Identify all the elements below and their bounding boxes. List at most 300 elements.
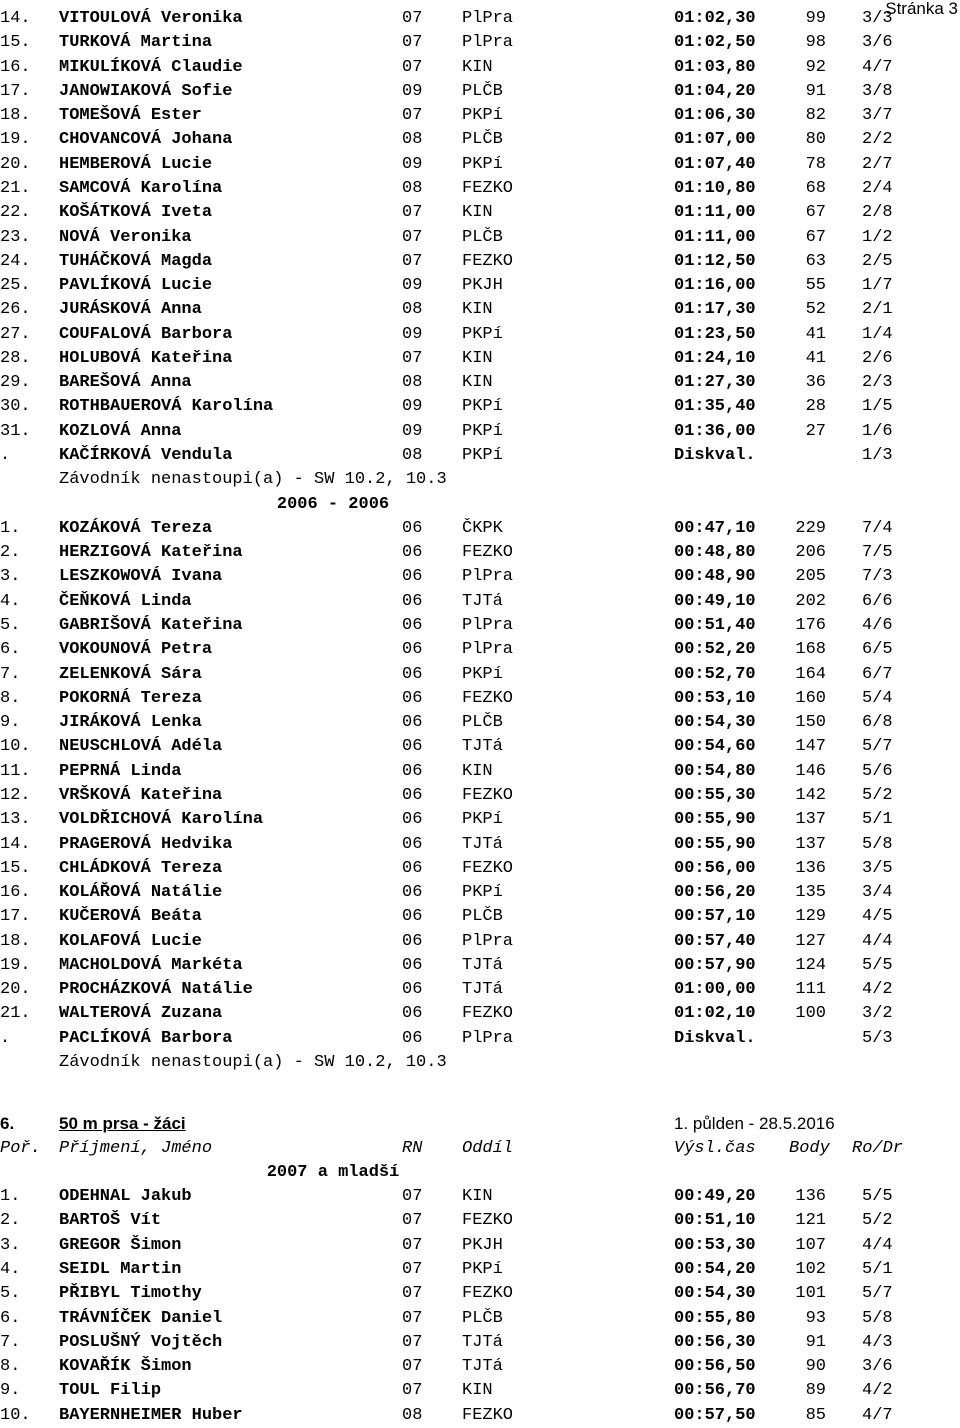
club-cell: TJTá <box>462 980 503 1000</box>
dns-note: Závodník nenastoupi(a) - SW 10.2, 10.3 <box>59 470 447 490</box>
points-cell: 101 <box>795 1284 826 1304</box>
swimmer-name: SEIDL Martin <box>59 1260 182 1279</box>
birth-year-cell: 06 <box>402 810 423 830</box>
points-cell: 93 <box>805 1308 826 1328</box>
club-cell: PKPí <box>462 106 503 126</box>
birth-year-cell: 08 <box>402 446 423 466</box>
heat-lane-cell: 5/7 <box>862 1284 893 1304</box>
rank-cell: 10. <box>0 1405 31 1425</box>
rank-cell: 6. <box>0 640 21 660</box>
swimmer-name: TUHÁČKOVÁ Magda <box>59 251 213 271</box>
heat-lane-cell: 5/1 <box>862 1260 893 1279</box>
header-club: Oddíl <box>462 1138 514 1158</box>
rank-cell: 17. <box>0 907 31 927</box>
birth-year-cell: 08 <box>402 1405 423 1425</box>
swimmer-name: VRŠKOVÁ Kateřina <box>59 785 223 805</box>
club-cell: PKPí <box>462 154 503 174</box>
result-row <box>0 177 960 201</box>
result-row <box>0 1234 960 1258</box>
club-cell: FEZKO <box>462 251 514 271</box>
time-cell: 00:54,80 <box>674 761 756 781</box>
time-cell: 00:56,30 <box>674 1332 756 1352</box>
result-row <box>0 128 960 152</box>
time-cell: 01:03,80 <box>674 57 756 77</box>
swimmer-name: VOLDŘICHOVÁ Karolína <box>59 810 264 830</box>
points-cell: 85 <box>805 1405 826 1425</box>
club-cell: KIN <box>462 300 493 320</box>
time-cell: 01:11,00 <box>674 227 756 247</box>
points-cell: 82 <box>805 106 826 126</box>
header-time: Výsl.čas <box>674 1138 756 1158</box>
header-points: Body <box>789 1138 830 1158</box>
club-cell: FEZKO <box>462 688 514 708</box>
header-rank: Poř. <box>0 1138 41 1158</box>
birth-year-cell: 07 <box>402 9 423 28</box>
swimmer-name: ČEŇKOVÁ Linda <box>59 591 192 611</box>
birth-year-cell: 06 <box>402 955 423 975</box>
swimmer-name: NOVÁ Veronika <box>59 227 192 247</box>
heat-lane-cell: 5/1 <box>862 810 893 830</box>
result-row <box>0 7 960 31</box>
club-cell: PLČB <box>462 907 503 927</box>
club-cell: KIN <box>462 1187 493 1207</box>
birth-year-cell: 07 <box>402 33 423 53</box>
points-cell: 41 <box>805 348 826 368</box>
swimmer-name: MACHOLDOVÁ Markéta <box>59 955 243 975</box>
points-cell: 27 <box>805 421 826 441</box>
points-cell: 55 <box>805 276 826 296</box>
heat-lane-cell: 5/8 <box>862 834 893 854</box>
rank-cell: 3. <box>0 567 21 587</box>
swimmer-name: KOLAFOVÁ Lucie <box>59 931 202 951</box>
swimmer-name: GABRIŠOVÁ Kateřina <box>59 616 243 635</box>
time-cell: Diskval. <box>674 1028 756 1048</box>
time-cell: 01:12,50 <box>674 251 756 271</box>
birth-year-cell: 08 <box>402 130 423 150</box>
club-cell: PKPí <box>462 883 503 903</box>
rank-cell: 19. <box>0 130 31 150</box>
time-cell: 01:04,20 <box>674 81 756 101</box>
club-cell: PlPra <box>462 616 514 635</box>
points-cell: 91 <box>805 1332 826 1352</box>
club-cell: PKPí <box>462 397 503 417</box>
birth-year-cell: 06 <box>402 1004 423 1024</box>
swimmer-name: LESZKOWOVÁ Ivana <box>59 567 223 587</box>
club-cell: PKJH <box>462 1235 503 1255</box>
rank-cell: . <box>0 1028 11 1048</box>
time-cell: 01:00,00 <box>674 980 756 1000</box>
club-cell: PlPra <box>462 1028 514 1048</box>
club-cell: KIN <box>462 1381 493 1401</box>
time-cell: 00:52,70 <box>674 664 756 684</box>
club-cell: TJTá <box>462 834 503 854</box>
result-row <box>0 153 960 177</box>
club-cell: FEZKO <box>462 543 514 563</box>
event-title: 50 m prsa - žáci <box>59 1114 186 1134</box>
result-row <box>0 56 960 80</box>
club-cell: TJTá <box>462 591 503 611</box>
points-cell: 41 <box>805 324 826 344</box>
rank-cell: 16. <box>0 883 31 903</box>
time-cell: 00:53,30 <box>674 1235 756 1255</box>
rank-cell: 3. <box>0 1235 21 1255</box>
birth-year-cell: 06 <box>402 834 423 854</box>
birth-year-cell: 06 <box>402 737 423 757</box>
heat-lane-cell: 3/6 <box>862 1357 893 1377</box>
birth-year-cell: 08 <box>402 373 423 393</box>
rank-cell: 29. <box>0 373 31 393</box>
birth-year-cell: 07 <box>402 57 423 77</box>
birth-year-cell: 08 <box>402 300 423 320</box>
club-cell: PlPra <box>462 9 514 28</box>
heat-lane-cell: 4/2 <box>862 1381 893 1401</box>
swimmer-name: PRAGEROVÁ Hedvika <box>59 834 233 854</box>
points-cell: 68 <box>805 178 826 198</box>
swimmer-name: KOZLOVÁ Anna <box>59 421 182 441</box>
rank-cell: 11. <box>0 761 31 781</box>
result-row <box>0 226 960 250</box>
result-row <box>0 1404 960 1428</box>
heat-lane-cell: 2/3 <box>862 373 893 393</box>
birth-year-cell: 07 <box>402 1260 423 1279</box>
swimmer-name: VOKOUNOVÁ Petra <box>59 640 213 660</box>
heat-lane-cell: 1/4 <box>862 324 893 344</box>
club-cell: TJTá <box>462 737 503 757</box>
points-cell: 80 <box>805 130 826 150</box>
club-cell: PKPí <box>462 810 503 830</box>
club-cell: FEZKO <box>462 1405 514 1425</box>
result-row <box>0 80 960 104</box>
swimmer-name: PŘIBYL Timothy <box>59 1284 202 1304</box>
heat-lane-cell: 3/3 <box>862 9 893 28</box>
result-row <box>0 444 960 468</box>
time-cell: 00:56,70 <box>674 1381 756 1401</box>
birth-year-cell: 06 <box>402 591 423 611</box>
heat-lane-cell: 2/8 <box>862 203 893 223</box>
time-cell: 00:55,30 <box>674 785 756 805</box>
rank-cell: 21. <box>0 1004 31 1024</box>
swimmer-name: NEUSCHLOVÁ Adéla <box>59 737 223 757</box>
club-cell: PKPí <box>462 421 503 441</box>
time-cell: 01:36,00 <box>674 421 756 441</box>
rank-cell: 15. <box>0 33 31 53</box>
heat-lane-cell: 1/2 <box>862 227 893 247</box>
heat-lane-cell: 7/5 <box>862 543 893 563</box>
swimmer-name: PROCHÁZKOVÁ Natálie <box>59 980 253 1000</box>
result-row <box>0 1002 960 1026</box>
heat-lane-cell: 5/2 <box>862 785 893 805</box>
heat-lane-cell: 4/4 <box>862 931 893 951</box>
birth-year-cell: 07 <box>402 251 423 271</box>
age-group-title: 2006 - 2006 <box>276 494 390 514</box>
birth-year-cell: 06 <box>402 688 423 708</box>
heat-lane-cell: 4/7 <box>862 1405 893 1425</box>
rank-cell: 7. <box>0 1332 21 1352</box>
club-cell: KIN <box>462 373 493 393</box>
club-cell: PKPí <box>462 1260 503 1279</box>
heat-lane-cell: 2/7 <box>862 154 893 174</box>
result-row <box>0 905 960 929</box>
birth-year-cell: 07 <box>402 1235 423 1255</box>
swimmer-name: ROTHBAUEROVÁ Karolína <box>59 397 274 417</box>
swimmer-name: BAYERNHEIMER Huber <box>59 1405 243 1425</box>
heat-lane-cell: 7/3 <box>862 567 893 587</box>
points-cell: 206 <box>795 543 826 563</box>
birth-year-cell: 07 <box>402 1332 423 1352</box>
time-cell: 00:54,30 <box>674 1284 756 1304</box>
result-row <box>0 347 960 371</box>
swimmer-name: HEMBEROVÁ Lucie <box>59 154 213 174</box>
rank-cell: 20. <box>0 154 31 174</box>
points-cell: 67 <box>805 227 826 247</box>
club-cell: PlPra <box>462 640 514 660</box>
heat-lane-cell: 3/6 <box>862 33 893 53</box>
swimmer-name: TURKOVÁ Martina <box>59 33 213 53</box>
rank-cell: 1. <box>0 1187 21 1207</box>
swimmer-name: POSLUŠNÝ Vojtěch <box>59 1332 223 1352</box>
points-cell: 90 <box>805 1357 826 1377</box>
swimmer-name: JANOWIAKOVÁ Sofie <box>59 81 233 101</box>
club-cell: KIN <box>462 203 493 223</box>
swimmer-name: SAMCOVÁ Karolína <box>59 178 223 198</box>
swimmer-name: VITOULOVÁ Veronika <box>59 9 243 28</box>
rank-cell: 8. <box>0 688 21 708</box>
swimmer-name: PEPRNÁ Linda <box>59 761 182 781</box>
club-cell: PLČB <box>462 81 503 101</box>
time-cell: 00:55,90 <box>674 810 756 830</box>
club-cell: PlPra <box>462 931 514 951</box>
result-row <box>0 930 960 954</box>
birth-year-cell: 06 <box>402 664 423 684</box>
rank-cell: 5. <box>0 616 21 635</box>
time-cell: 00:54,20 <box>674 1260 756 1279</box>
swimmer-name: ODEHNAL Jakub <box>59 1187 192 1207</box>
heat-lane-cell: 4/6 <box>862 616 893 635</box>
time-cell: 00:57,10 <box>674 907 756 927</box>
rank-cell: 21. <box>0 178 31 198</box>
time-cell: 01:02,50 <box>674 33 756 53</box>
points-cell: 229 <box>795 518 826 538</box>
swimmer-name: WALTEROVÁ Zuzana <box>59 1004 223 1024</box>
rank-cell: 27. <box>0 324 31 344</box>
heat-lane-cell: 5/8 <box>862 1308 893 1328</box>
birth-year-cell: 06 <box>402 543 423 563</box>
birth-year-cell: 07 <box>402 203 423 223</box>
result-row <box>0 31 960 55</box>
time-cell: 01:17,30 <box>674 300 756 320</box>
rank-cell: 13. <box>0 810 31 830</box>
heat-lane-cell: 4/5 <box>862 907 893 927</box>
time-cell: 01:11,00 <box>674 203 756 223</box>
time-cell: 01:02,30 <box>674 9 756 28</box>
heat-lane-cell: 5/7 <box>862 737 893 757</box>
points-cell: 205 <box>795 567 826 587</box>
rank-cell: 31. <box>0 421 31 441</box>
points-cell: 142 <box>795 785 826 805</box>
points-cell: 107 <box>795 1235 826 1255</box>
heat-lane-cell: 5/2 <box>862 1211 893 1231</box>
birth-year-cell: 09 <box>402 154 423 174</box>
swimmer-name: BAREŠOVÁ Anna <box>59 373 192 393</box>
time-cell: 00:49,20 <box>674 1187 756 1207</box>
heat-lane-cell: 1/7 <box>862 276 893 296</box>
heat-lane-cell: 5/3 <box>862 1028 893 1048</box>
points-cell: 135 <box>795 883 826 903</box>
swimmer-name: JURÁSKOVÁ Anna <box>59 300 202 320</box>
time-cell: 01:35,40 <box>674 397 756 417</box>
rank-cell: 24. <box>0 251 31 271</box>
time-cell: 01:24,10 <box>674 348 756 368</box>
heat-lane-cell: 5/6 <box>862 761 893 781</box>
club-cell: FEZKO <box>462 1284 514 1304</box>
rank-cell: 1. <box>0 518 21 538</box>
dns-note: Závodník nenastoupi(a) - SW 10.2, 10.3 <box>59 1053 447 1073</box>
rank-cell: 20. <box>0 980 31 1000</box>
heat-lane-cell: 4/4 <box>862 1235 893 1255</box>
rank-cell: 15. <box>0 858 31 878</box>
points-cell: 67 <box>805 203 826 223</box>
swimmer-name: CHOVANCOVÁ Johana <box>59 130 233 150</box>
result-row <box>0 104 960 128</box>
club-cell: PLČB <box>462 227 503 247</box>
result-row <box>0 1379 960 1403</box>
points-cell: 150 <box>795 713 826 733</box>
time-cell: 01:23,50 <box>674 324 756 344</box>
time-cell: 00:55,80 <box>674 1308 756 1328</box>
heat-lane-cell: 3/2 <box>862 1004 893 1024</box>
club-cell: PKPí <box>462 446 503 466</box>
result-row <box>0 978 960 1002</box>
swimmer-name: KOŠÁTKOVÁ Iveta <box>59 203 213 223</box>
swimmer-name: MIKULÍKOVÁ Claudie <box>59 57 243 77</box>
time-cell: 00:54,30 <box>674 713 756 733</box>
points-cell: 146 <box>795 761 826 781</box>
club-cell: PLČB <box>462 713 503 733</box>
heat-lane-cell: 5/4 <box>862 688 893 708</box>
club-cell: ČKPK <box>462 518 503 538</box>
points-cell: 137 <box>795 810 826 830</box>
result-row <box>0 590 960 614</box>
birth-year-cell: 08 <box>402 178 423 198</box>
header-heat-lane: Ro/Dr <box>852 1138 904 1158</box>
swimmer-name: BARTOŠ Vít <box>59 1211 162 1231</box>
heat-lane-cell: 1/3 <box>862 446 893 466</box>
heat-lane-cell: 1/5 <box>862 397 893 417</box>
points-cell: 78 <box>805 154 826 174</box>
heat-lane-cell: 3/5 <box>862 858 893 878</box>
dns-note-row <box>0 1051 960 1075</box>
points-cell: 98 <box>805 33 826 53</box>
time-cell: 01:10,80 <box>674 178 756 198</box>
points-cell: 36 <box>805 373 826 393</box>
birth-year-cell: 06 <box>402 713 423 733</box>
swimmer-name: KOLÁŘOVÁ Natálie <box>59 883 223 903</box>
result-row <box>0 298 960 322</box>
points-cell: 52 <box>805 300 826 320</box>
heat-lane-cell: 3/8 <box>862 81 893 101</box>
rank-cell: 7. <box>0 664 21 684</box>
club-cell: FEZKO <box>462 1211 514 1231</box>
result-row <box>0 565 960 589</box>
swimmer-name: COUFALOVÁ Barbora <box>59 324 233 344</box>
points-cell: 136 <box>795 858 826 878</box>
birth-year-cell: 06 <box>402 858 423 878</box>
points-cell: 111 <box>795 980 826 1000</box>
points-cell: 63 <box>805 251 826 271</box>
page-number: Stránka 3 <box>885 0 958 18</box>
points-cell: 121 <box>795 1211 826 1231</box>
heat-lane-cell: 6/8 <box>862 713 893 733</box>
rank-cell: 6. <box>0 1308 21 1328</box>
time-cell: 00:56,00 <box>674 858 756 878</box>
rank-cell: 28. <box>0 348 31 368</box>
rank-cell: 2. <box>0 543 21 563</box>
time-cell: 00:47,10 <box>674 518 756 538</box>
birth-year-cell: 07 <box>402 227 423 247</box>
points-cell: 176 <box>795 616 826 635</box>
result-row <box>0 1027 960 1051</box>
club-cell: PKPí <box>462 664 503 684</box>
header-birth-year: RN <box>402 1138 423 1158</box>
result-row <box>0 760 960 784</box>
club-cell: TJTá <box>462 1357 503 1377</box>
swimmer-name: KOZÁKOVÁ Tereza <box>59 518 213 538</box>
birth-year-cell: 06 <box>402 907 423 927</box>
result-row <box>0 1209 960 1233</box>
points-cell: 127 <box>795 931 826 951</box>
time-cell: 01:02,10 <box>674 1004 756 1024</box>
result-row <box>0 1185 960 1209</box>
rank-cell: 30. <box>0 397 31 417</box>
time-cell: 00:52,20 <box>674 640 756 660</box>
club-cell: KIN <box>462 57 493 77</box>
heat-lane-cell: 2/5 <box>862 251 893 271</box>
heat-lane-cell: 3/7 <box>862 106 893 126</box>
time-cell: 01:07,40 <box>674 154 756 174</box>
heat-lane-cell: 3/4 <box>862 883 893 903</box>
club-cell: PKJH <box>462 276 503 296</box>
birth-year-cell: 06 <box>402 518 423 538</box>
birth-year-cell: 07 <box>402 1187 423 1207</box>
points-cell: 99 <box>805 9 826 28</box>
rank-cell: 19. <box>0 955 31 975</box>
heat-lane-cell: 6/7 <box>862 664 893 684</box>
rank-cell: 10. <box>0 737 31 757</box>
time-cell: 01:27,30 <box>674 373 756 393</box>
rank-cell: 2. <box>0 1211 21 1231</box>
rank-cell: 17. <box>0 81 31 101</box>
time-cell: 00:56,50 <box>674 1357 756 1377</box>
rank-cell: 4. <box>0 1260 21 1279</box>
swimmer-name: CHLÁDKOVÁ Tereza <box>59 858 223 878</box>
heat-lane-cell: 5/5 <box>862 1187 893 1207</box>
time-cell: 01:07,00 <box>674 130 756 150</box>
swimmer-name: PAVLÍKOVÁ Lucie <box>59 276 213 296</box>
birth-year-cell: 07 <box>402 1381 423 1401</box>
birth-year-cell: 09 <box>402 397 423 417</box>
birth-year-cell: 07 <box>402 1211 423 1231</box>
heat-lane-cell: 4/7 <box>862 57 893 77</box>
header-name: Příjmení, Jméno <box>59 1138 213 1158</box>
club-cell: FEZKO <box>462 178 514 198</box>
result-row <box>0 808 960 832</box>
heat-lane-cell: 7/4 <box>862 518 893 538</box>
birth-year-cell: 06 <box>402 616 423 635</box>
birth-year-cell: 09 <box>402 81 423 101</box>
club-cell: KIN <box>462 348 493 368</box>
rank-cell: . <box>0 446 11 466</box>
result-row <box>0 1258 960 1282</box>
